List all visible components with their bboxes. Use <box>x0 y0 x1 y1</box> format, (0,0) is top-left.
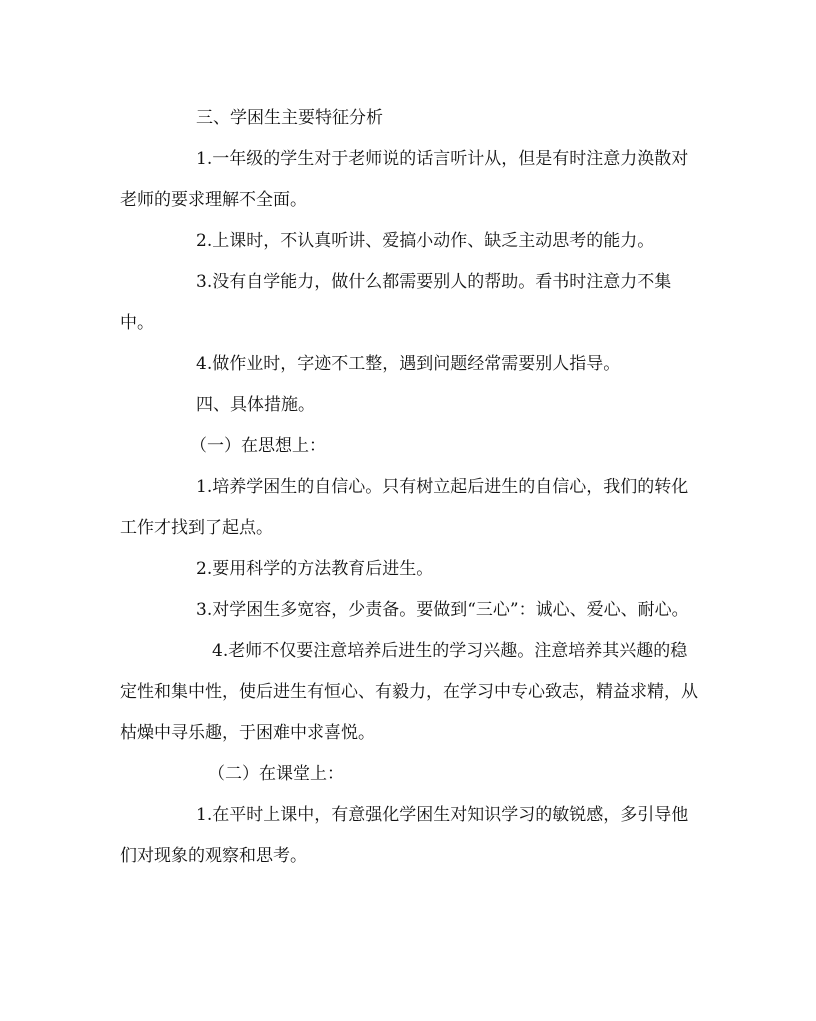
subsection-heading: （一）在思想上： <box>190 436 326 456</box>
paragraph: 3.没有自学能力，做什么都需要别人的帮助。看书时注意力不集中。 <box>120 272 672 333</box>
document-body <box>120 98 698 877</box>
section-heading: 三、学困生主要特征分析 <box>196 108 383 128</box>
paragraph: 2.要用科学的方法教育后进生。 <box>196 559 434 579</box>
paragraph: 1.在平时上课中，有意强化学困生对知识学习的敏锐感，多引导他们对现象的观察和思考。 <box>120 805 689 866</box>
paragraph: 2.上课时，不认真听讲、爱搞小动作、缺乏主动思考的能力。 <box>196 231 655 251</box>
section-heading: 四、具体措施。 <box>196 395 315 415</box>
paragraph: 1.一年级的学生对于老师说的话言听计从，但是有时注意力涣散对老师的要求理解不全面。 <box>120 149 689 210</box>
paragraph: 1.培养学困生的自信心。只有树立起后进生的自信心，我们的转化工作才找到了起点。 <box>120 477 689 538</box>
paragraph: 4.做作业时，字迹不工整，遇到问题经常需要别人指导。 <box>196 354 621 374</box>
paragraph: 3.对学困生多宽容，少责备。要做到“三心”：诚心、爱心、耐心。 <box>196 600 689 620</box>
paragraph: 4.老师不仅要注意培养后进生的学习兴趣。注意培养其兴趣的稳定性和集中性，使后进生有恒心、有毅力，在学习中专心致志，精益求精，从枯燥中寻乐趣，于困难中求喜悦。 <box>120 641 698 743</box>
subsection-heading: （二）在课堂上： <box>208 764 344 784</box>
